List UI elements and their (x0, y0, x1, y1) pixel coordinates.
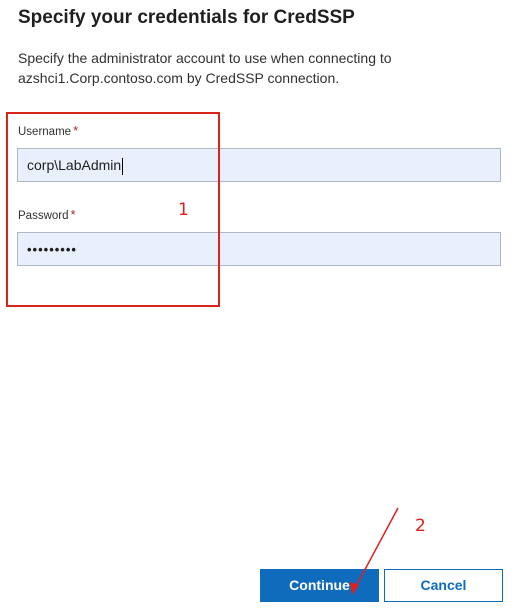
continue-button[interactable]: Continue (260, 569, 379, 602)
password-required-marker: * (70, 207, 76, 222)
username-value: corp\LabAdmin (27, 157, 122, 173)
dialog-description: Specify the administrator account to use when connecting to azshci1.Corp.contoso.com by CredSSP connection. (18, 50, 392, 86)
username-label: Username (18, 126, 72, 138)
annotation-step-1: 1 (178, 200, 189, 220)
annotation-step-2: 2 (415, 516, 426, 536)
username-required-marker: * (73, 123, 79, 138)
cancel-button[interactable]: Cancel (384, 569, 503, 602)
dialog-title: Specify your credentials for CredSSP (18, 7, 355, 28)
password-masked-value: ••••••••• (27, 242, 77, 257)
password-label: Password (18, 210, 69, 222)
